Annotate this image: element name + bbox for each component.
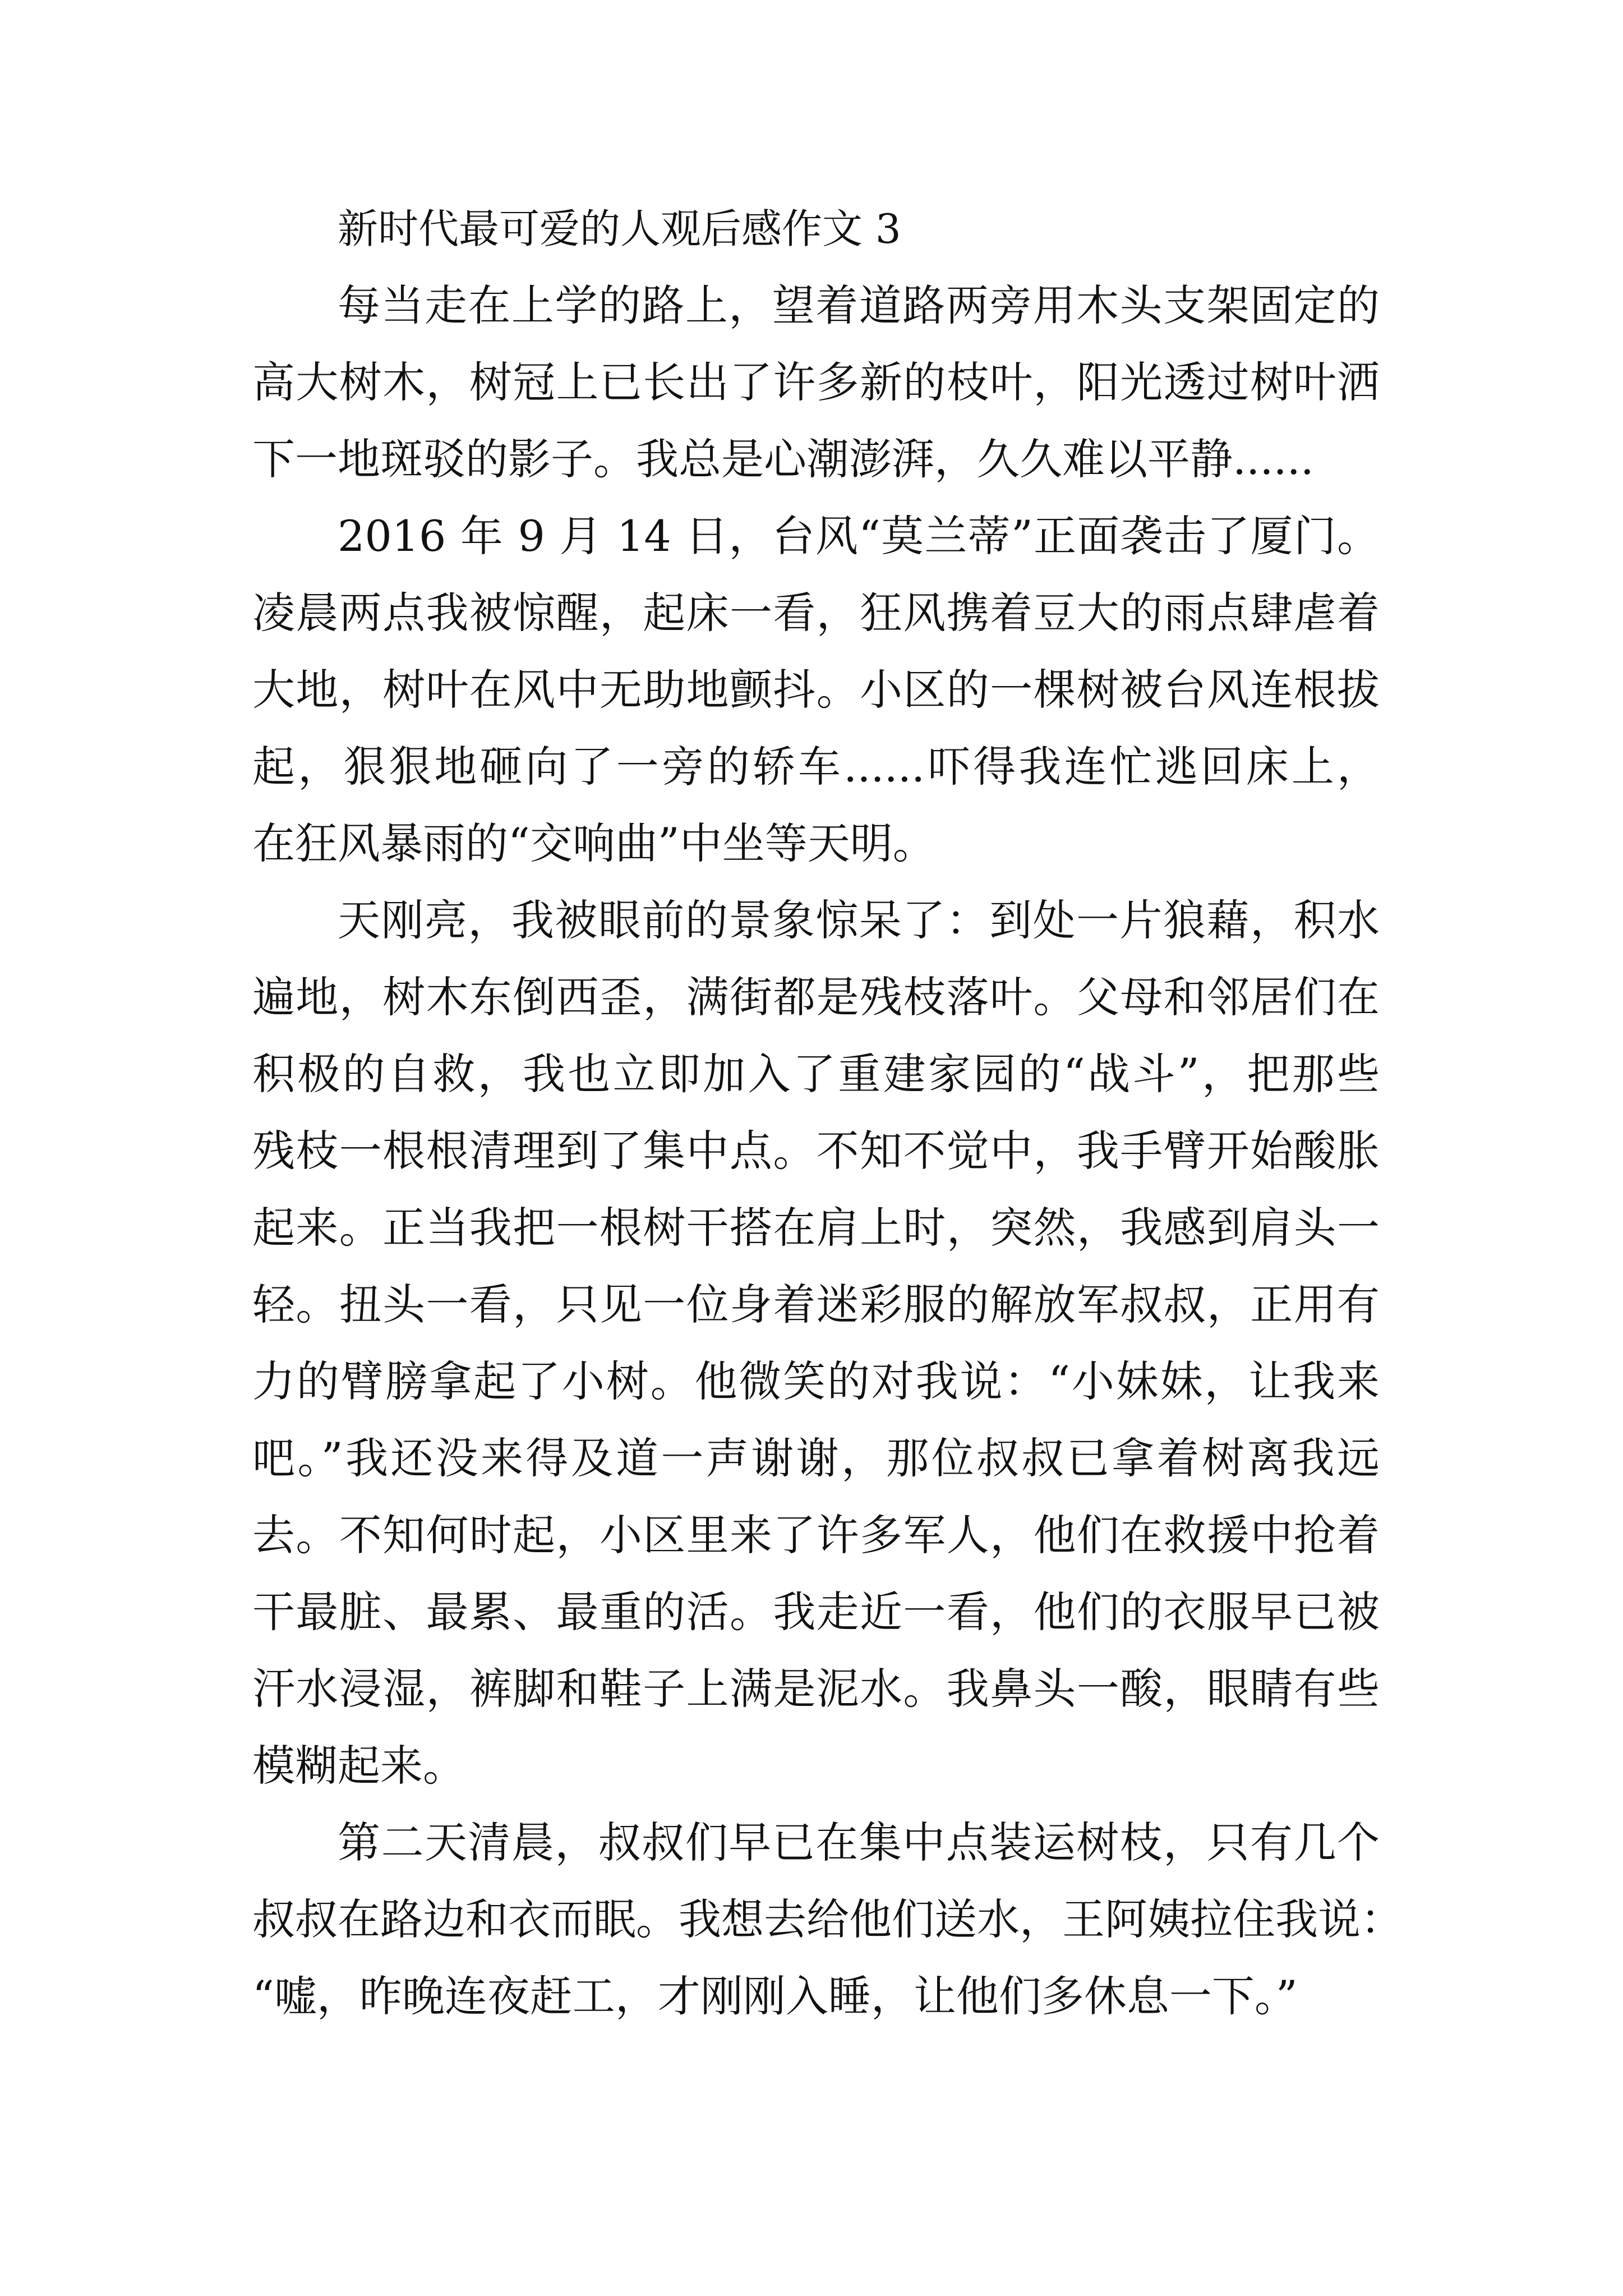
text-line: 第二天清晨，叔叔们早已在集中点装运树枝，只有几个: [338, 1818, 1380, 1867]
text-line: 2016 年 9 月 14 日，台风“莫兰蒂”正面袭击了厦门。: [338, 511, 1380, 561]
text-line: 残枝一根根清理到了集中点。不知不觉中，我手臂开始酸胀: [252, 1126, 1380, 1176]
text-line: 凌晨两点我被惊醒，起床一看，狂风携着豆大的雨点肆虐着: [252, 588, 1380, 638]
text-line: 起，狠狠地砸向了一旁的轿车......吓得我连忙逃回床上，: [252, 742, 1380, 792]
text-line: 天刚亮，我被眼前的景象惊呆了：到处一片狼藉，积水: [338, 895, 1380, 945]
document-body: [252, 191, 1403, 2035]
text-line: 叔叔在路边和衣而眠。我想去给他们送水，王阿姨拉住我说：: [252, 1894, 1403, 1944]
text-line: 力的臂膀拿起了小树。他微笑的对我说：“小妹妹，让我来: [252, 1356, 1380, 1406]
text-line: 积极的自救，我也立即加入了重建家园的“战斗”，把那些: [252, 1049, 1380, 1099]
text-line: 在狂风暴雨的“交响曲”中坐等天明。: [252, 818, 935, 868]
text-line: 模糊起来。: [252, 1741, 465, 1791]
text-line: 下一地斑驳的影子。我总是心潮澎湃，久久难以平静......: [252, 434, 1314, 484]
text-line: 吧。”我还没来得及道一声谢谢，那位叔叔已拿着树离我远: [252, 1433, 1380, 1483]
text-line: 轻。扭头一看，只见一位身着迷彩服的解放军叔叔，正用有: [252, 1280, 1380, 1329]
text-line: 每当走在上学的路上，望着道路两旁用木头支架固定的: [338, 280, 1380, 330]
paragraph: [252, 1804, 1403, 2035]
text-line: 高大树木，树冠上已长出了许多新的枝叶，阳光透过树叶洒: [252, 357, 1380, 407]
text-line: “嘘，昨晚连夜赶工，才刚刚入睡，让他们多休息一下。”: [252, 1971, 1298, 2021]
text-line: 去。不知何时起，小区里来了许多军人，他们在救援中抢着: [252, 1510, 1380, 1560]
text-line: 起来。正当我把一根树干搭在肩上时，突然，我感到肩头一: [252, 1203, 1380, 1253]
text-line: 遍地，树木东倒西歪，满街都是残枝落叶。父母和邻居们在: [252, 972, 1380, 1022]
text-line: 汗水浸湿，裤脚和鞋子上满是泥水。我鼻头一酸，眼睛有些: [252, 1664, 1380, 1714]
paragraph: [252, 267, 1380, 498]
paragraph-container: [252, 267, 1403, 2035]
paragraph: [252, 498, 1380, 882]
paragraph: [252, 882, 1380, 1804]
text-line: 大地，树叶在风中无助地颤抖。小区的一棵树被台风连根拔: [252, 665, 1380, 715]
text-line: 干最脏、最累、最重的活。我走近一看，他们的衣服早已被: [252, 1587, 1380, 1637]
document-title: 新时代最可爱的人观后感作文 3: [338, 205, 901, 252]
